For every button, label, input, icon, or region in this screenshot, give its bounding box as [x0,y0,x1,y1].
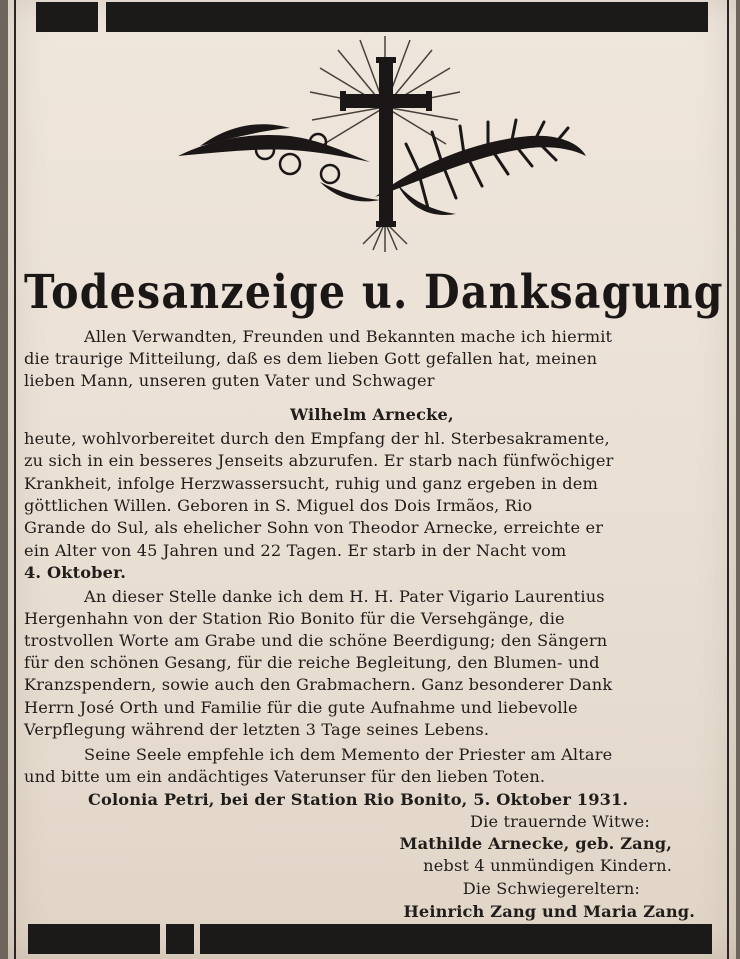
text-line: 4. Oktober. [24,563,127,582]
text-line: die traurige Mitteilung, daß es dem lieben Gott gefallen hat, meinen [24,349,598,368]
text-line: Grande do Sul, als ehelicher Sohn von Theodor Arnecke, erreichte er [24,518,604,537]
text-line: Kranzspendern, sowie auch den Grabmachern. Ganz besonderer Dank [24,675,613,694]
text-line: göttlichen Willen. Geboren in S. Miguel dos Dois Irmãos, Rio [24,496,533,515]
top-border-bar-left [36,2,98,32]
inlaws-heading: Die Schwiegereltern: [462,879,640,898]
bottom-border-bar-middle [166,924,194,954]
text-line: und bitte um ein andächtiges Vaterunser für den lieben Toten. [24,767,546,786]
text-line: Herrn José Orth und Familie für die gute Aufnahme und liebevolle [24,698,578,717]
text-line: heute, wohlvorbereitet durch den Empfang der hl. Sterbesakramente, [24,429,610,448]
inlaws-names: Heinrich Zang und Maria Zang. [403,902,695,921]
text-line: Hergenhahn von der Station Rio Bonito für die Versehgänge, die [24,609,565,628]
text-line: zu sich in ein besseres Jenseits abzurufen. Er starb nach fünfwöchiger [24,451,614,470]
widow-heading: Die trauernde Witwe: [470,812,650,831]
text-line: Krankheit, infolge Herzwassersucht, ruhig und ganz ergeben in dem [24,474,599,493]
widow-name: Mathilde Arnecke, geb. Zang, [399,834,672,853]
bottom-border-bar-left [28,924,160,954]
top-border-bar-right [106,2,708,32]
text-line: für den schönen Gesang, für die reiche Begleitung, den Blumen- und [24,653,600,672]
bottom-border-bar-right [200,924,712,954]
text-line: Allen Verwandten, Freunden und Bekannten mache ich hiermit [84,327,613,346]
text-line: Seine Seele empfehle ich dem Memento der Priester am Altare [84,745,613,764]
text-line: ein Alter von 45 Jahren und 22 Tagen. Er starb in der Nacht vom [24,541,567,560]
radiant-cross-with-palm-and-lily-icon [170,32,590,254]
left-border-line [14,0,16,959]
right-border-line [727,0,729,959]
place-date-line: Colonia Petri, bei der Station Rio Bonito, 5. Oktober 1931. [88,790,629,809]
widow-children: nebst 4 unmündigen Kindern. [423,856,672,875]
text-line: Verpflegung während der letzten 3 Tage seines Lebens. [24,720,490,739]
text-line: An dieser Stelle danke ich dem H. H. Pater Vigario Laurentius [84,587,605,606]
deceased-name: Wilhelm Arnecke, [290,405,454,424]
notice-title: Todesanzeige u. Danksagung [24,265,724,320]
text-line: trostvollen Worte am Grabe und die schöne Beerdigung; den Sängern [24,631,608,650]
text-line: lieben Mann, unseren guten Vater und Schwager [24,371,435,390]
